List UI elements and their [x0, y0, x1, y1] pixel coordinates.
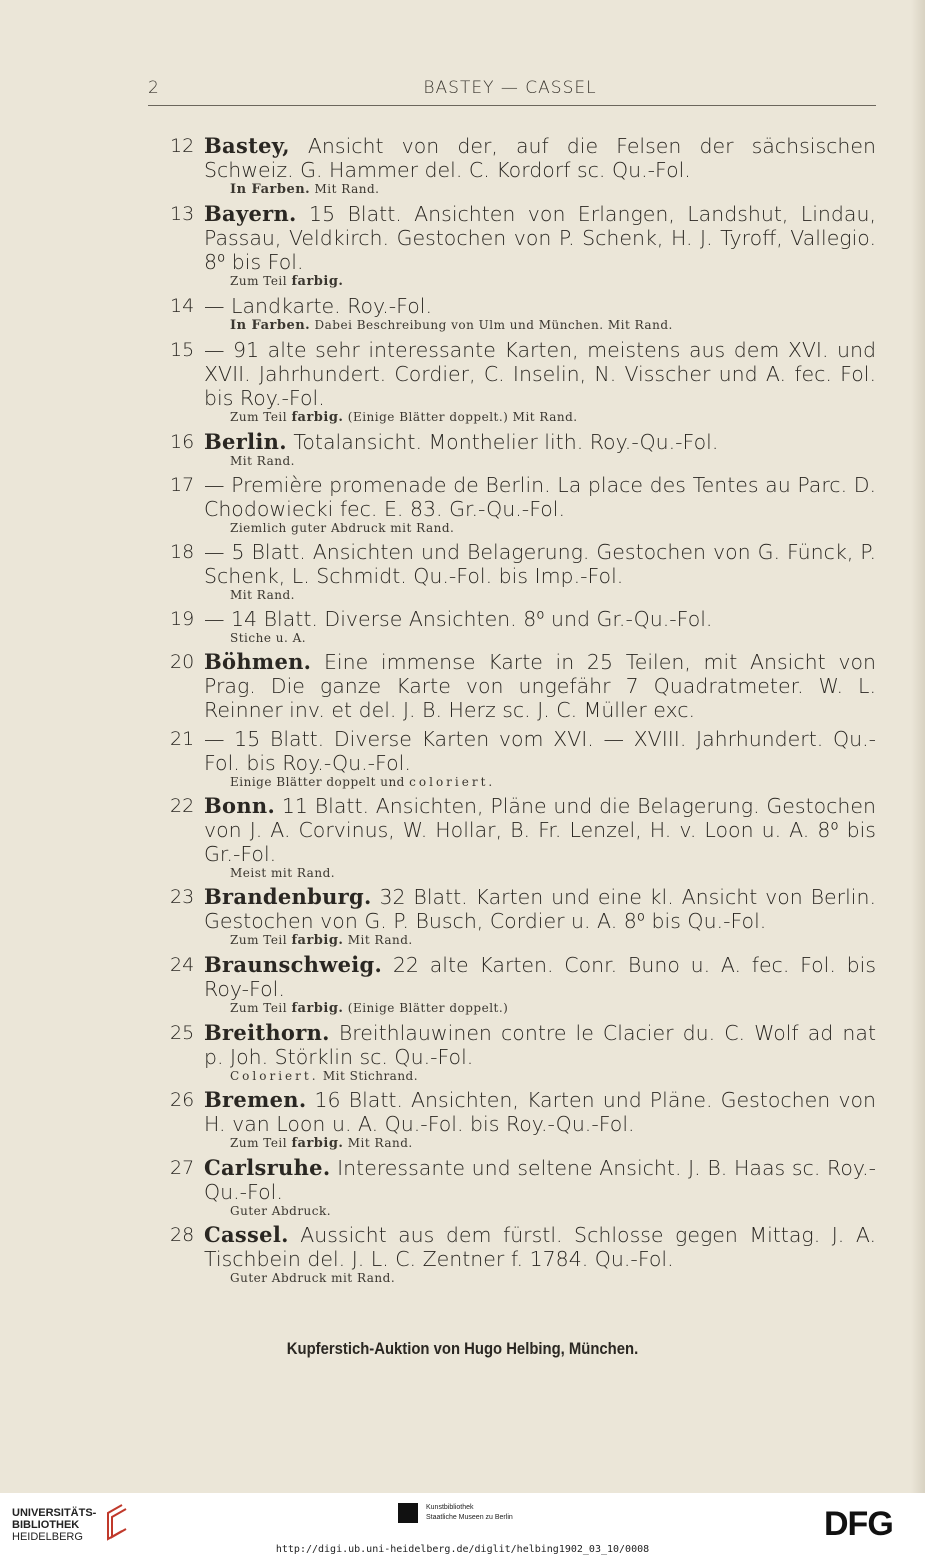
catalog-entry	[170, 1088, 876, 1151]
entry-text: Berlin. Totalansicht. Monthelier lith. Roy.-Qu.-Fol.	[204, 429, 719, 454]
lot-number: 22	[170, 795, 195, 817]
entry-text: Braunschweig. 22 alte Karten. Conr. Buno u. A. fec. Fol. bis Roy-Fol.	[204, 952, 876, 1001]
entry-note: Mit Rand.	[230, 454, 295, 468]
entry-text: — 5 Blatt. Ansichten und Belagerung. Gestochen von G. Fünck, P. Schenk, L. Schmidt. Qu.-Fol. bis Imp.-Fol.	[204, 540, 876, 588]
catalog-entry	[170, 540, 876, 602]
catalog-entry	[170, 1156, 876, 1218]
entry-note: In Farben. Dabei Beschreibung von Ulm und München. Mit Rand.	[230, 318, 673, 333]
entry-note: Zum Teil farbig. (Einige Blätter doppelt.) Mit Rand.	[230, 410, 578, 425]
entry-note: Guter Abdruck.	[230, 1204, 332, 1218]
entry-text: Brandenburg. 32 Blatt. Karten und eine kl. Ansicht von Berlin. Gestochen von G. P. Busch, Cordier u. A. 8⁰ bis Qu.-Fol.	[204, 884, 876, 933]
catalog-entry	[170, 294, 876, 333]
lot-number: 24	[170, 954, 195, 976]
university-library-label: UNIVERSITÄTS- BIBLIOTHEK HEIDELBERG	[12, 1507, 97, 1543]
catalog-entry	[170, 202, 876, 289]
entry-keyword: Breithorn.	[204, 1020, 330, 1045]
catalog-entry	[170, 1223, 876, 1285]
entry-text: — 14 Blatt. Diverse Ansichten. 8⁰ und Gr.-Qu.-Fol.	[204, 607, 713, 631]
entry-note: Einige Blätter doppelt und coloriert.	[230, 775, 496, 789]
digitization-bar	[0, 1493, 925, 1559]
catalog-entries	[170, 134, 876, 1290]
header-rule	[148, 105, 876, 106]
entry-keyword: Brandenburg.	[204, 884, 372, 909]
running-title: BASTEY — CASSEL	[423, 78, 597, 98]
catalog-entry	[170, 953, 876, 1016]
entry-note: Zum Teil farbig. Mit Rand.	[230, 933, 413, 948]
entry-text: — 15 Blatt. Diverse Karten vom XVI. — XVIII. Jahrhundert. Qu.-Fol. bis Roy.-Qu.-Fol.	[204, 727, 876, 775]
dfg-logo: DFG	[824, 1505, 893, 1543]
entry-note: Ziemlich guter Abdruck mit Rand.	[230, 521, 455, 535]
page-number: 2	[148, 78, 159, 98]
lot-number: 13	[170, 203, 195, 225]
entry-keyword: Böhmen.	[204, 649, 312, 674]
source-url[interactable]: http://digi.ub.uni-heidelberg.de/diglit/helbing1902_03_10/0008	[275, 1544, 650, 1555]
entry-keyword: Bayern.	[204, 201, 297, 226]
entry-note: Meist mit Rand.	[230, 866, 336, 880]
entry-keyword: Bremen.	[204, 1087, 307, 1112]
entry-text: Böhmen. Eine immense Karte in 25 Teilen, mit Ansicht von Prag. Die ganze Karte von ungefähr 7 Quadratmeter. W. L. Reinner inv. et del. J. B. Herz sc. J. C. Müller exc.	[204, 649, 876, 722]
entry-text: Bastey, Ansicht von der, auf die Felsen der sächsischen Schweiz. G. Hammer del. C. Kordorf sc. Qu.-Fol.	[204, 133, 876, 182]
university-library-logo-icon	[100, 1503, 130, 1541]
entry-keyword: Cassel.	[204, 1222, 289, 1247]
entry-keyword: Bonn.	[204, 793, 276, 818]
catalog-entry	[170, 727, 876, 789]
catalog-entry	[170, 607, 876, 645]
kunstbibliothek-logo-icon	[398, 1503, 418, 1523]
entry-note: Stiche u. A.	[230, 631, 307, 645]
entry-text: Bonn. 11 Blatt. Ansichten, Pläne und die Belagerung. Gestochen von J. A. Corvinus, W. Hollar, B. Fr. Lenzel, H. v. Loon u. A. 8⁰ bis Gr.-Fol.	[204, 793, 876, 866]
entry-text: Breithorn. Breithlauwinen contre le Clacier du. C. Wolf ad nat p. Joh. Störklin sc. Qu.-Fol.	[204, 1020, 876, 1069]
entry-note: Zum Teil farbig. Mit Rand.	[230, 1136, 413, 1151]
entry-note: In Farben. Mit Rand.	[230, 182, 380, 197]
lot-number: 16	[170, 431, 195, 453]
entry-text: — Landkarte. Roy.-Fol.	[204, 294, 432, 318]
entry-keyword: Berlin.	[204, 429, 287, 454]
entry-note: Zum Teil farbig.	[230, 274, 344, 289]
lot-number: 23	[170, 886, 195, 908]
entry-text: Bremen. 16 Blatt. Ansichten, Karten und Pläne. Gestochen von H. van Loon u. A. Qu.-Fol. bis Roy.-Qu.-Fol.	[204, 1087, 876, 1136]
auction-footer: Kupferstich-Auktion von Hugo Helbing, München.	[286, 1340, 639, 1358]
catalog-entry	[170, 650, 876, 722]
entry-note: Zum Teil farbig. (Einige Blätter doppelt.)	[230, 1001, 509, 1016]
entry-text: Cassel. Aussicht aus dem fürstl. Schlosse gegen Mittag. J. A. Tischbein del. J. L. C. Zentner f. 1784. Qu.-Fol.	[204, 1222, 876, 1271]
catalog-entry	[170, 1021, 876, 1083]
entry-note: Guter Abdruck mit Rand.	[230, 1271, 396, 1285]
entry-note: Coloriert. Mit Stichrand.	[230, 1069, 419, 1083]
catalog-entry	[170, 885, 876, 948]
lot-number: 27	[170, 1157, 195, 1179]
entry-keyword: Braunschweig.	[204, 952, 383, 977]
catalog-entry	[170, 338, 876, 425]
lot-number: 25	[170, 1022, 195, 1044]
entry-text: — 91 alte sehr interessante Karten, meistens aus dem XVI. und XVII. Jahrhundert. Cordier, C. Inselin, N. Visscher und A. fec. Fol. bis Roy.-Fol.	[204, 338, 876, 410]
entry-note: Mit Rand.	[230, 588, 295, 602]
catalog-entry	[170, 794, 876, 880]
lot-number: 28	[170, 1224, 195, 1246]
lot-number: 26	[170, 1089, 195, 1111]
lot-number: 19	[170, 608, 195, 630]
lot-number: 21	[170, 728, 195, 750]
catalog-entry	[170, 473, 876, 535]
lot-number: 12	[170, 135, 195, 157]
lot-number: 15	[170, 339, 195, 361]
entry-keyword: Bastey,	[204, 133, 290, 158]
lot-number: 14	[170, 295, 195, 317]
lot-number: 18	[170, 541, 195, 563]
lot-number: 20	[170, 651, 195, 673]
catalog-entry	[170, 134, 876, 197]
entry-text: Bayern. 15 Blatt. Ansichten von Erlangen, Landshut, Lindau, Passau, Veldkirch. Gestochen von P. Schenk, H. J. Tyroff, Vallegio. 8⁰ bis Fol.	[204, 201, 876, 274]
catalog-entry	[170, 430, 876, 468]
entry-text: Carlsruhe. Interessante und seltene Ansicht. J. B. Haas sc. Roy.-Qu.-Fol.	[204, 1155, 876, 1204]
lot-number: 17	[170, 474, 195, 496]
kunstbibliothek-label: Kunstbibliothek Staatliche Museen zu Berlin	[426, 1504, 513, 1521]
entry-text: — Première promenade de Berlin. La place des Tentes au Parc. D. Chodowiecki fec. E. 83. Gr.-Qu.-Fol.	[204, 473, 876, 521]
entry-keyword: Carlsruhe.	[204, 1155, 331, 1180]
